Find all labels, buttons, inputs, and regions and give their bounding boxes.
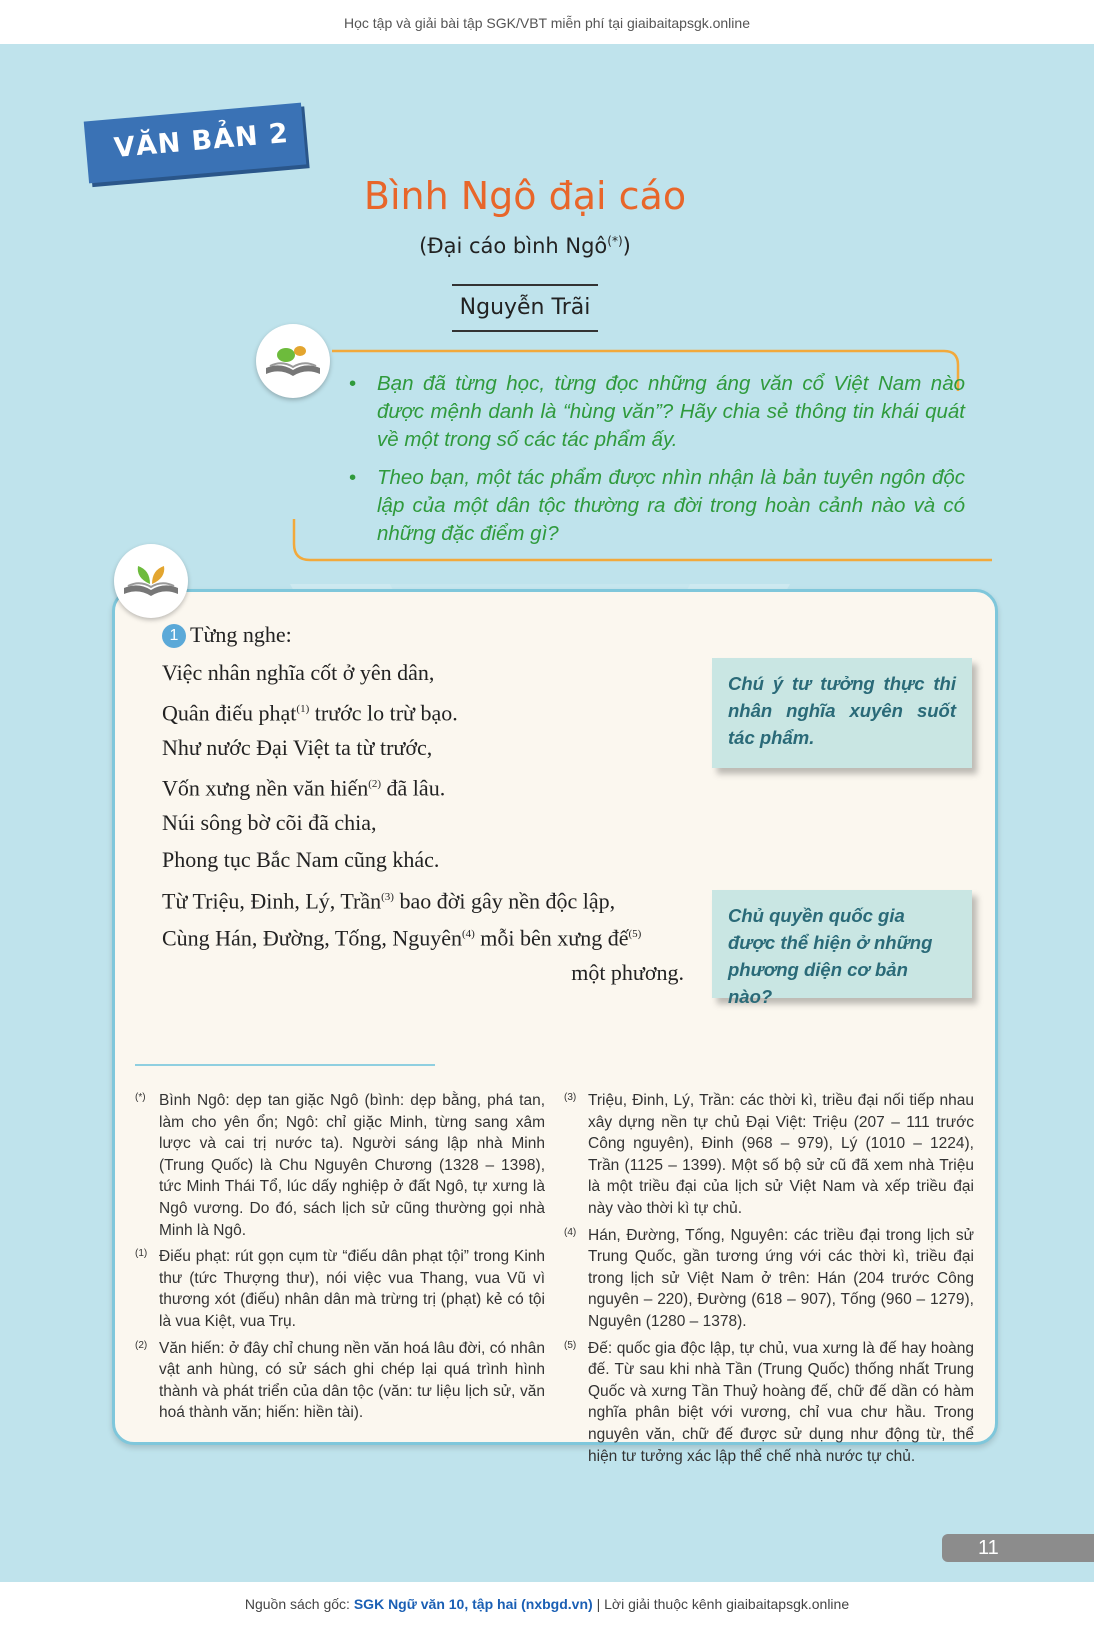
footnote-ref: (2) (368, 778, 382, 790)
side-note: Chủ quyền quốc gia được thể hiện ở những phương diện cơ bản nào? (712, 890, 972, 998)
page-subtitle: (Đại cáo bình Ngô(*)) (419, 234, 631, 258)
prereading-questions (345, 370, 965, 558)
poem-line: một phương. (571, 959, 684, 985)
poem-line: Phong tục Bắc Nam cũng khác. (162, 847, 440, 872)
footnote: (3) Triệu, Đinh, Lý, Trần: các thời kì, triều đại nối tiếp nhau xây dựng nền tự chủ Đại Việt: Triệu (207 – 111 trước Công nguyên), Đinh (968 – 979), Lý (1010 – 1224), Trần (1125 – 1399). Một số bộ sử cũ đã xem nhà Triệu là một triều đại của lịch sử Việt Nam và xếp triều đại này vào thời kì tự chủ. (564, 1092, 974, 1217)
footnote: (4) Hán, Đường, Tống, Nguyên: các triều đại trong lịch sử Trung Quốc, gần tương ứng với các thời kì, triều đại trong lịch sử Việt Nam ở trên: Hán (204 trước Công nguyên – 220), Đường (618 – 907), Tống (960 – 1279), Nguyên (1280 – 1378). (564, 1226, 974, 1330)
footnote-ref: (4) (461, 928, 475, 940)
prereading-question: • Bạn đã từng học, từng đọc những áng văn cổ Việt Nam nào được mệnh danh là “hùng văn”? Hãy chia sẻ thông tin khái quát về một trong số các tác phẩm ấy. (349, 372, 965, 451)
section-tag-label: VĂN BẢN 2 (112, 117, 290, 165)
section-number-badge: 1 (162, 624, 186, 648)
page-number: 11 (942, 1534, 1094, 1562)
footnote: (5) Đế: quốc gia độc lập, tự chủ, vua xưng là đế hay hoàng đế. Từ sau khi nhà Tần (Trung Quốc) thống nhất Trung Quốc và xưng Tần Thuỷ hoàng đế, chữ đế dần có hàm nghĩa phân biệt với vương, chỉ vua chư hầu. Trong nguyên văn, chữ đế được sử dụng như động từ, thể hiện tư tưởng xác lập thể chế nhà nước tự chủ. (564, 1339, 974, 1465)
footnote-ref: (1) (296, 703, 310, 715)
footnote-ref: (3) (381, 890, 394, 903)
site-footer: Nguồn sách gốc: SGK Ngữ văn 10, tập hai (nxbgd.vn) | Lời giải thuộc kênh giaibaitapsgk.online (0, 1582, 1094, 1626)
poem-excerpt (162, 616, 722, 991)
footnotes-left-column (135, 1090, 545, 1429)
footnote-ref: (5) (628, 928, 642, 940)
side-note: Chú ý tư tưởng thực thi nhân nghĩa xuyên suốt tác phẩm. (712, 658, 972, 768)
site-header: Học tập và giải bài tập SGK/VBT miễn phí tại giaibaitapsgk.online (0, 0, 1094, 44)
poem-line: Từ Triệu, Đinh, Lý, Trần$^{(3)}$ bao đời gây nền độc lập, (162, 887, 616, 913)
footnote: (*) Bình Ngô: dẹp tan giặc Ngô (bình: dẹp bằng, phá tan, làm cho yên ổn; Ngô: chỉ giặc Minh, từng sang xâm lược và cai trị nước ta). Người sáng lập nhà Minh (Trung Quốc) là Chu Nguyên Chương (1328 – 1398), tức Minh Thái Tổ, lúc dấy nghiệp ở đất Ngô, tự xưng là Ngô vương. Do đó, sách lịch sử cũng thường gọi nhà Minh là Ngô. (135, 1092, 545, 1239)
poem-line: Quân điếu phạt$^{(1)}$ trước lo trừ bạo. (162, 700, 458, 726)
footnote: (1) Điếu phạt: rút gọn cụm từ “điếu dân phạt tội” trong Kinh thư (tức Thượng thư), nói việc vua Thang, vua Vũ vì thương xót (điếu) nhân dân mà trừng trị (phạt) kẻ có tội là vua Kiệt, vua Trụ. (135, 1248, 545, 1330)
textbook-page (0, 44, 1094, 1582)
footnotes-right-column (564, 1090, 974, 1472)
source-link[interactable]: SGK Ngữ văn 10, tập hai (nxbgd.vn) (353, 1596, 593, 1612)
footnote-divider (135, 1064, 435, 1066)
section-tag (84, 103, 307, 184)
poem-line: Cùng Hán, Đường, Tống, Nguyên$^{(4)}$ mỗi bên xưng đế$^{(5)}$ (162, 925, 642, 951)
footnote: (2) Văn hiến: ở đây chỉ chung nền văn hoá lâu đời, có nhân vật anh hùng, có sử sách ghi chép lại quá trình hình thành và phát triển của dân tộc (văn: tư liệu lịch sử, văn hoá thành văn; hiến: hiền tài). (135, 1339, 545, 1422)
poem-section-heading: 1 Từng nghe: (162, 616, 722, 654)
poem-line: Vốn xưng nền văn hiến$^{(2)}$ đã lâu. (162, 775, 446, 801)
prereading-question: • Theo bạn, một tác phẩm được nhìn nhận là bản tuyên ngôn độc lập của một dân tộc thường ra đời trong hoàn cảnh nào và có những đặc điểm gì? (349, 466, 965, 545)
open-book-leaves-icon (114, 544, 188, 618)
reading-icon-badge (114, 544, 188, 618)
poem-line: Việc nhân nghĩa cốt ở yên dân, (162, 659, 435, 685)
poem-line: Như nước Đại Việt ta từ trước, (162, 734, 433, 760)
poem-line: Núi sông bờ cõi đã chia, (162, 809, 377, 835)
author-name: Nguyễn Trãi (452, 284, 598, 332)
page-title: Bình Ngô đại cáo (363, 174, 687, 218)
